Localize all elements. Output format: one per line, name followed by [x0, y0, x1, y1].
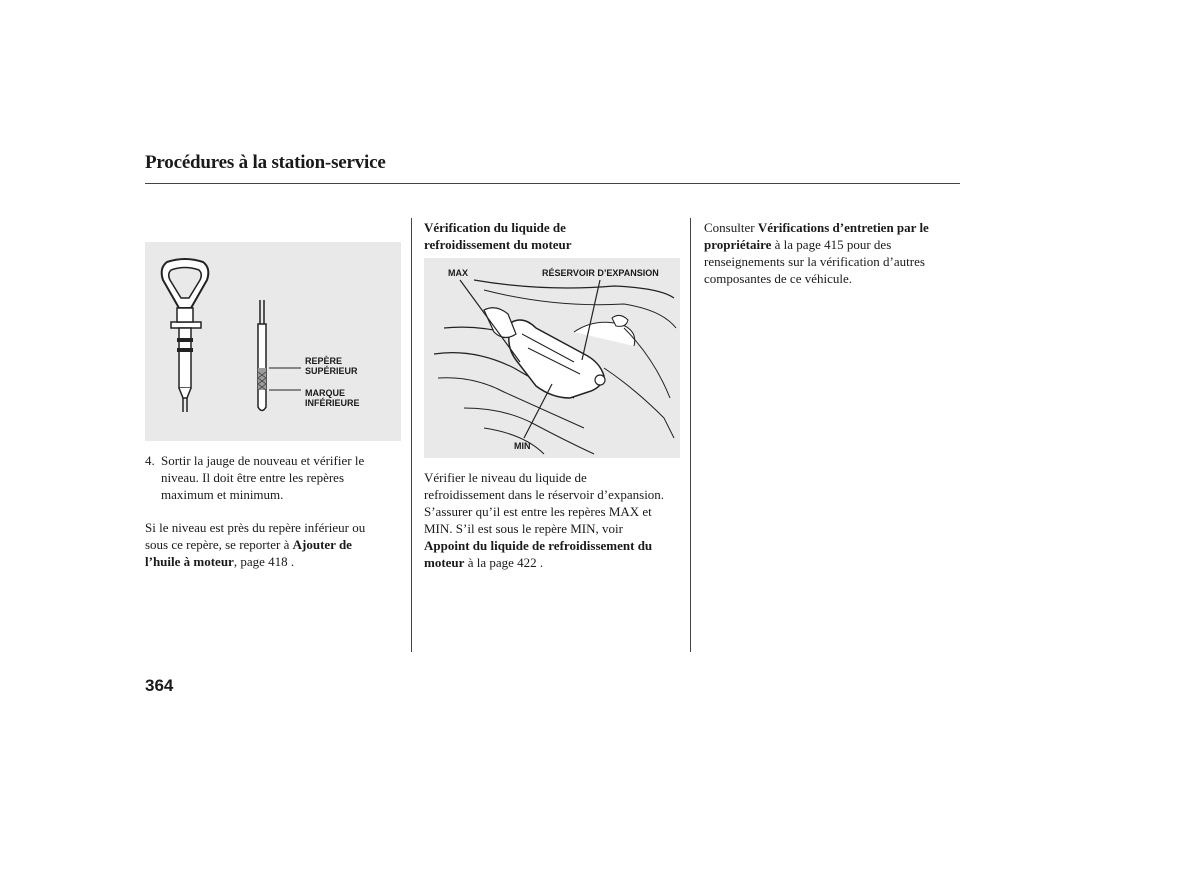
owner-checks-link[interactable]: Vérifications d’entretien par le	[757, 220, 929, 235]
step-line-2: niveau. Il doit être entre les repères	[161, 470, 344, 485]
page-number: 364	[145, 676, 174, 695]
para-line-2: sous ce repère, se reporter à	[145, 537, 293, 552]
step-line-1: Sortir la jauge de nouveau et vérifier le	[161, 453, 365, 468]
coolant-heading	[424, 219, 572, 253]
upper-mark-label	[305, 356, 358, 376]
upper-mark-label-line2: SUPÉRIEUR	[305, 366, 358, 376]
col3-line-1: Consulter	[704, 220, 758, 235]
col3-line-2: à la page 415 pour des	[771, 237, 892, 252]
header-rule	[145, 183, 960, 184]
add-oil-link-cont[interactable]: l’huile à moteur	[145, 554, 234, 569]
engine-illustration	[424, 258, 680, 458]
coolant-figure	[424, 258, 680, 458]
dipstick-illustration	[145, 242, 401, 441]
add-coolant-link[interactable]: Appoint du liquide de refroidissement du	[424, 538, 653, 553]
coolant-line-3: S’assurer qu’il est entre les repères MAX et	[424, 504, 652, 519]
low-level-paragraph	[145, 519, 405, 570]
upper-mark-label-line1: REPÈRE	[305, 356, 343, 366]
column-divider-2	[690, 218, 691, 652]
coolant-line-6: à la page 422 .	[464, 555, 544, 570]
add-coolant-link-cont[interactable]: moteur	[424, 555, 465, 570]
add-oil-link[interactable]: Ajouter de	[292, 537, 352, 552]
dipstick-figure	[145, 242, 401, 441]
step-number: 4.	[145, 453, 155, 468]
coolant-line-2: refroidissement dans le réservoir d’expansion.	[424, 487, 665, 502]
lower-mark-label-line2: INFÉRIEURE	[305, 398, 360, 408]
col3-line-3: renseignements sur la vérification d’autres	[704, 254, 925, 269]
coolant-line-4: MIN. S’il est sous le repère MIN, voir	[424, 521, 623, 536]
min-label: MIN	[514, 441, 531, 451]
lower-mark-label-line1: MARQUE	[305, 388, 345, 398]
coolant-heading-line1: Vérification du liquide de	[424, 220, 566, 235]
col3-line-4: composantes de ce véhicule.	[704, 271, 852, 286]
para-line-3: , page 418 .	[233, 554, 295, 569]
owner-checks-paragraph	[704, 219, 964, 287]
step-4	[145, 452, 395, 503]
page-title: Procédures à la station-service	[145, 152, 386, 173]
para-line-1: Si le niveau est près du repère inférieur ou	[145, 520, 366, 535]
lower-mark-label	[305, 388, 360, 408]
coolant-heading-line2: refroidissement du moteur	[424, 237, 572, 252]
step-line-3: maximum et minimum.	[161, 487, 284, 502]
coolant-line-1: Vérifier le niveau du liquide de	[424, 470, 587, 485]
max-label: MAX	[448, 268, 468, 278]
owner-checks-link-cont[interactable]: propriétaire	[704, 237, 772, 252]
expansion-tank-label: RÉSERVOIR D’EXPANSION	[542, 268, 659, 278]
column-divider-1	[411, 218, 412, 652]
coolant-paragraph	[424, 469, 686, 571]
